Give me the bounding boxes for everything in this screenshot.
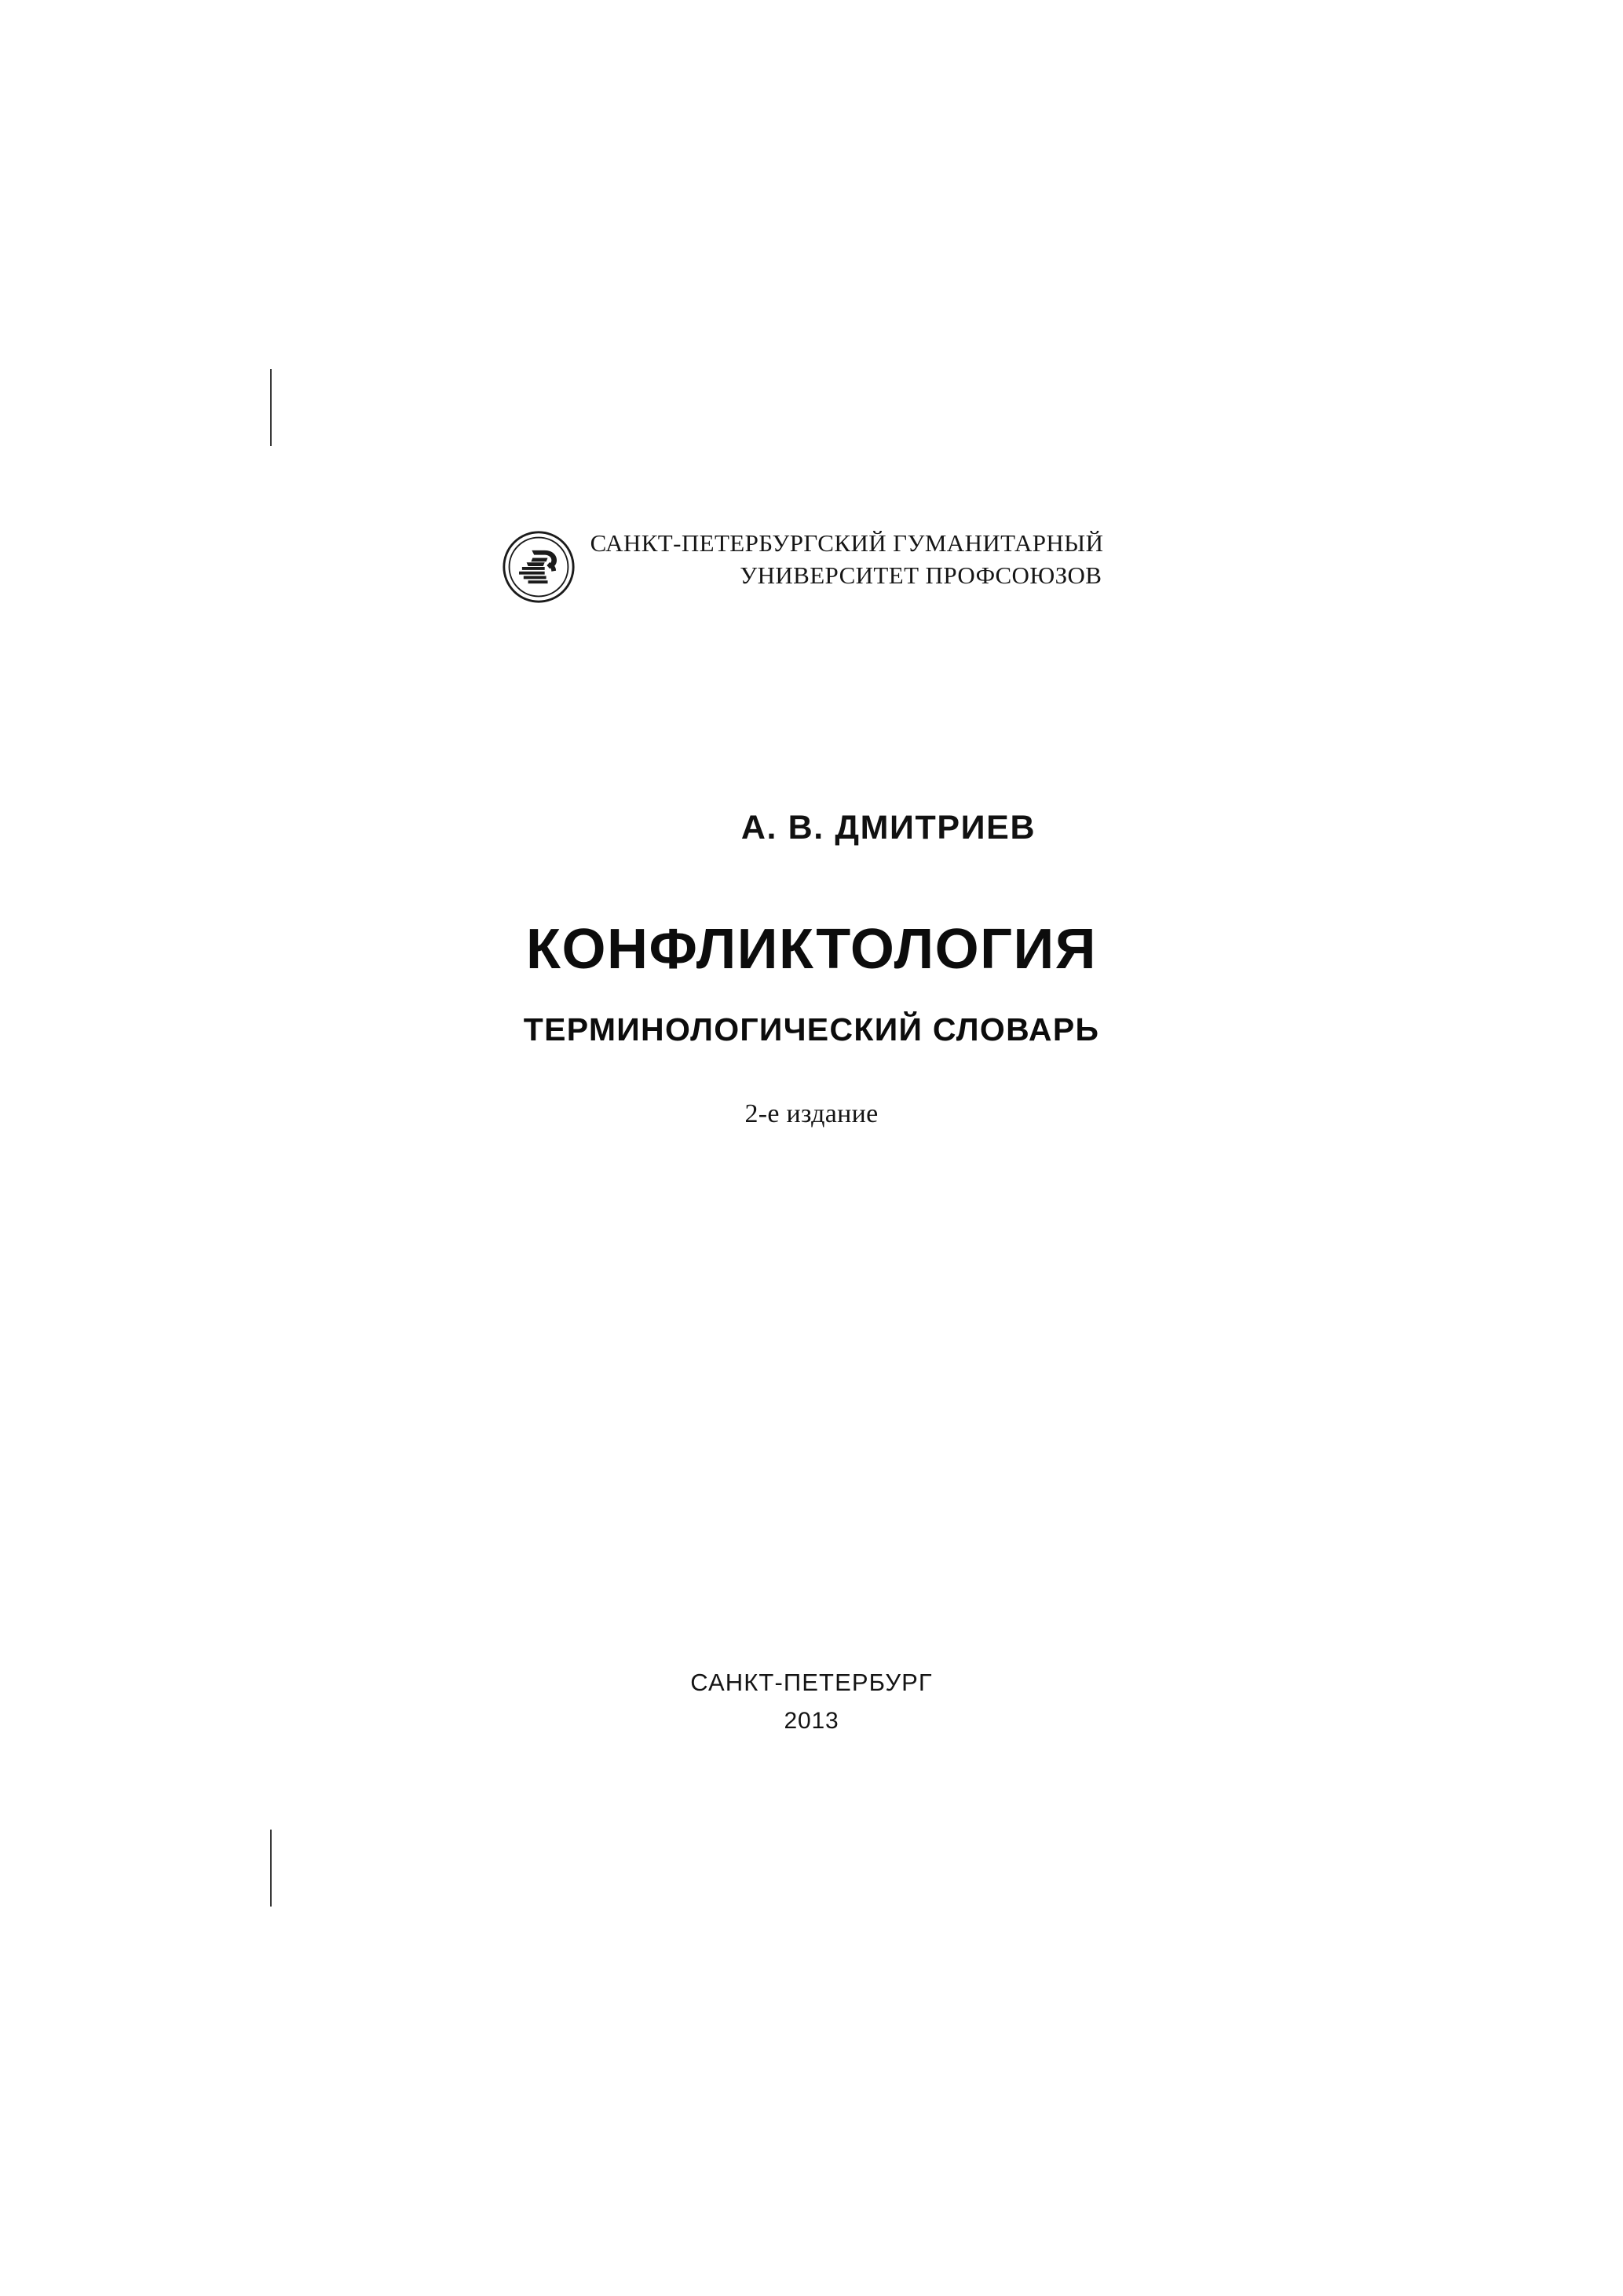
author-name: А. В. ДМИТРИЕВ	[740, 809, 1036, 846]
crop-mark-top	[270, 369, 272, 446]
publisher-block	[0, 528, 1623, 605]
page-subtitle: ТЕРМИНОЛОГИЧЕСКИЙ СЛОВАРЬ	[523, 1011, 1100, 1047]
publisher-name	[590, 528, 1104, 592]
imprint-city: САНКТ-ПЕТЕРБУРГ	[690, 1669, 933, 1696]
crop-mark-bottom	[270, 1830, 272, 1907]
imprint-year: 2013	[784, 1708, 839, 1734]
university-emblem-icon	[501, 529, 576, 605]
publisher-line-2: УНИВЕРСИТЕТ ПРОФСОЮЗОВ	[740, 561, 1102, 589]
publisher-line-1: САНКТ-ПЕТЕРБУРГСКИЙ ГУМАНИТАРНЫЙ	[590, 529, 1104, 557]
page-title: КОНФЛИКТОЛОГИЯ	[526, 918, 1097, 981]
edition-statement: 2-е издание	[744, 1099, 879, 1128]
